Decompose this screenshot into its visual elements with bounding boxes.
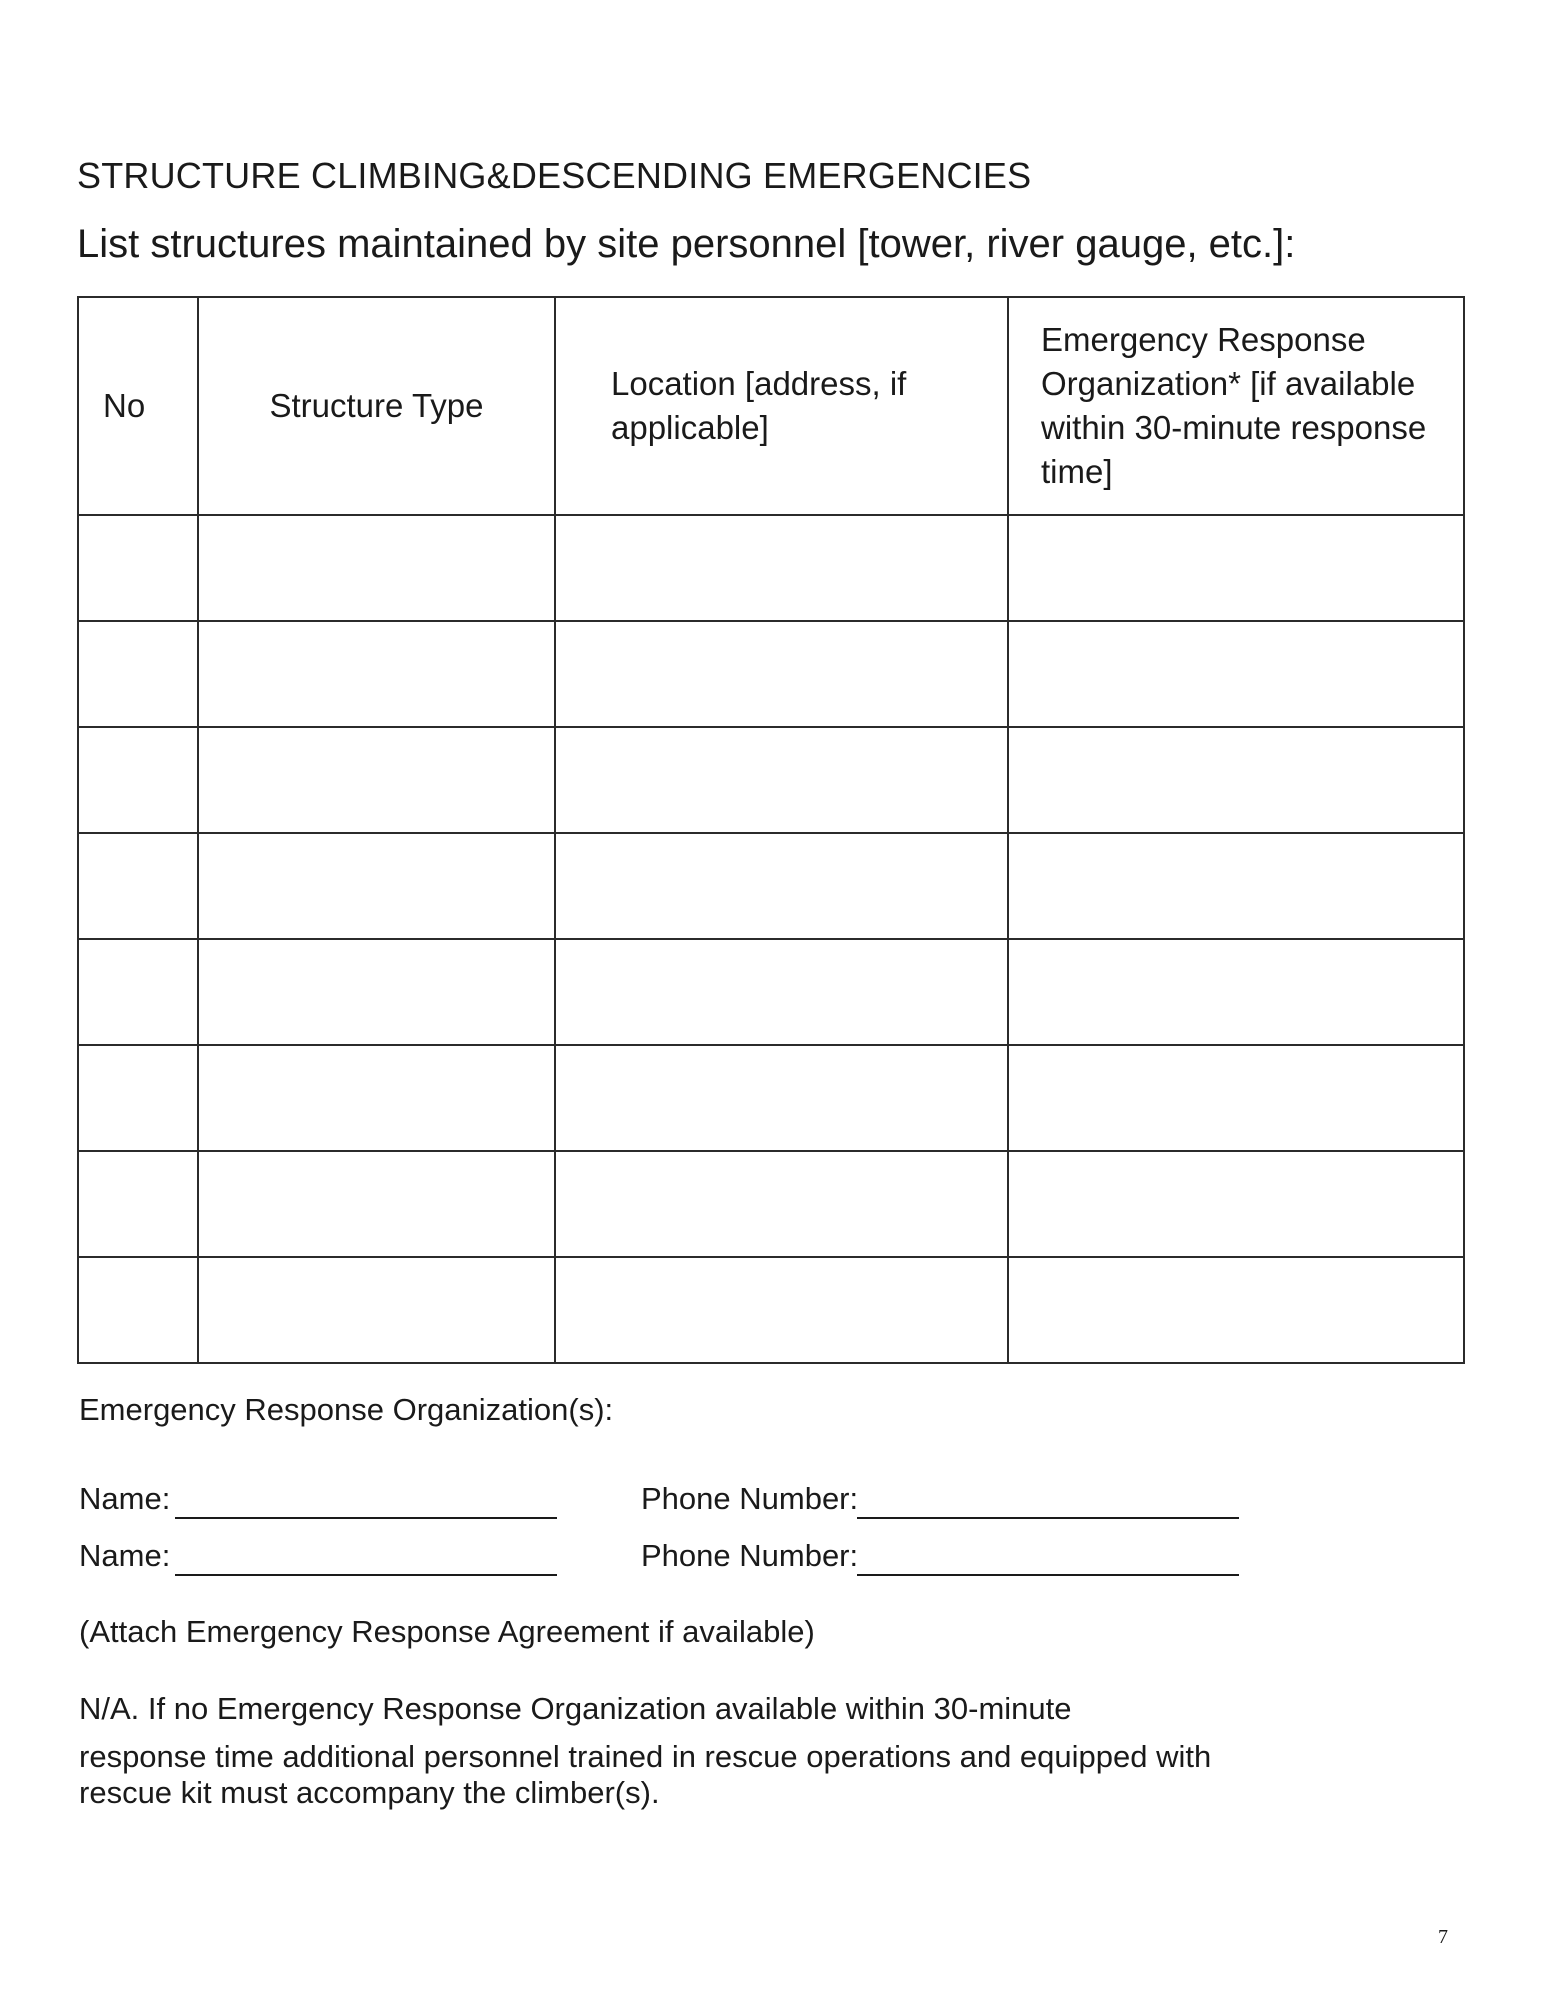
cell-structure-type[interactable] <box>198 1151 555 1257</box>
table-row <box>78 515 1464 621</box>
table-row <box>78 939 1464 1045</box>
cell-no[interactable] <box>78 1257 198 1363</box>
phone-number-label: Phone Number: <box>641 1538 859 1573</box>
header-no: No <box>78 297 198 515</box>
cell-emergency-org[interactable] <box>1008 515 1464 621</box>
cell-location[interactable] <box>555 621 1008 727</box>
table-row <box>78 833 1464 939</box>
cell-emergency-org[interactable] <box>1008 1151 1464 1257</box>
cell-no[interactable] <box>78 833 198 939</box>
name-field[interactable] <box>175 1517 557 1519</box>
cell-structure-type[interactable] <box>198 621 555 727</box>
organizations-label: Emergency Response Organization(s): <box>79 1392 614 1427</box>
phone-number-field[interactable] <box>857 1517 1239 1519</box>
cell-structure-type[interactable] <box>198 939 555 1045</box>
phone-number-label: Phone Number: <box>641 1481 859 1516</box>
name-field[interactable] <box>175 1574 557 1576</box>
na-note-line1: N/A. If no Emergency Response Organization available within 30-minute <box>79 1691 1072 1726</box>
table-row <box>78 621 1464 727</box>
table-header-row <box>78 297 1464 515</box>
na-note <box>79 1691 1229 1811</box>
cell-emergency-org[interactable] <box>1008 1045 1464 1151</box>
attach-agreement-note: (Attach Emergency Response Agreement if available) <box>79 1614 815 1649</box>
cell-location[interactable] <box>555 1045 1008 1151</box>
cell-structure-type[interactable] <box>198 833 555 939</box>
cell-no[interactable] <box>78 1045 198 1151</box>
table-row <box>78 1151 1464 1257</box>
cell-no[interactable] <box>78 1151 198 1257</box>
name-label: Name: <box>79 1481 171 1516</box>
table-row <box>78 1257 1464 1363</box>
cell-structure-type[interactable] <box>198 727 555 833</box>
cell-location[interactable] <box>555 833 1008 939</box>
cell-structure-type[interactable] <box>198 515 555 621</box>
table-instructions: List structures maintained by site personnel [tower, river gauge, etc.]: <box>77 222 1296 266</box>
cell-emergency-org[interactable] <box>1008 833 1464 939</box>
header-emergency-org: Emergency Response Organization* [if available within 30-minute response time] <box>1008 297 1464 515</box>
na-note-line2: response time additional personnel trained in rescue operations and equipped with rescue kit must accompany the climber(s). <box>79 1739 1212 1810</box>
table-row <box>78 1045 1464 1151</box>
header-structure-type: Structure Type <box>198 297 555 515</box>
cell-emergency-org[interactable] <box>1008 621 1464 727</box>
table-row <box>78 727 1464 833</box>
cell-emergency-org[interactable] <box>1008 727 1464 833</box>
cell-location[interactable] <box>555 1257 1008 1363</box>
cell-location[interactable] <box>555 727 1008 833</box>
cell-emergency-org[interactable] <box>1008 1257 1464 1363</box>
cell-structure-type[interactable] <box>198 1045 555 1151</box>
cell-no[interactable] <box>78 727 198 833</box>
table-body <box>78 515 1464 1363</box>
header-location: Location [address, if applicable] <box>555 297 1008 515</box>
cell-no[interactable] <box>78 621 198 727</box>
cell-no[interactable] <box>78 939 198 1045</box>
page-title: STRUCTURE CLIMBING&DESCENDING EMERGENCIES <box>77 155 1032 196</box>
cell-location[interactable] <box>555 939 1008 1045</box>
phone-number-field[interactable] <box>857 1574 1239 1576</box>
cell-location[interactable] <box>555 1151 1008 1257</box>
name-label: Name: <box>79 1538 171 1573</box>
cell-emergency-org[interactable] <box>1008 939 1464 1045</box>
cell-location[interactable] <box>555 515 1008 621</box>
cell-no[interactable] <box>78 515 198 621</box>
page-number: 7 <box>1438 1926 1448 1948</box>
cell-structure-type[interactable] <box>198 1257 555 1363</box>
structures-table <box>77 296 1465 1364</box>
